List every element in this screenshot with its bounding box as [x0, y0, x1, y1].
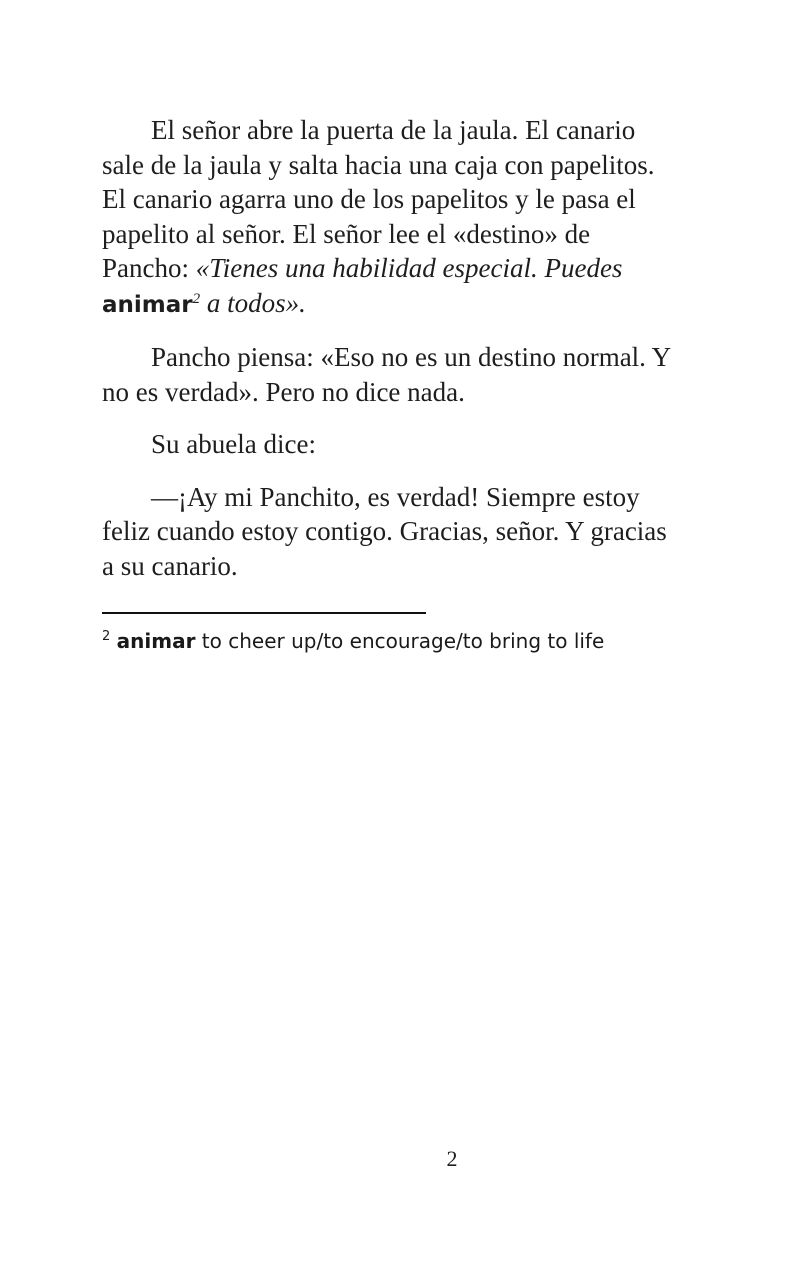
page-number: 2 [446, 1146, 458, 1171]
paragraph-2: Pancho piensa: «Eso no es un destino normal. Y no es verdad». Pero no dice nada. [102, 342, 671, 407]
footnote-definition: to cheer up/to encourage/to bring to life [195, 629, 605, 653]
glossary-term: animar [102, 291, 193, 318]
footnote [102, 627, 742, 655]
paragraph-3: Su abuela dice: [151, 429, 316, 459]
footnote-term: animar [116, 629, 196, 653]
footnote-reference[interactable]: 2 [192, 290, 201, 307]
fortune-quote-start: «Tienes una habilidad especial. Puedes [195, 253, 623, 283]
footnote-divider [102, 612, 426, 614]
paragraph-4: —¡Ay mi Panchito, es verdad! Siempre estoy feliz cuando estoy contigo. Gracias, señor. Y gracias a su canario. [102, 481, 667, 581]
footnote-number: 2 [102, 629, 111, 644]
body-text [102, 113, 682, 583]
fortune-quote-end: a todos». [200, 287, 306, 318]
paragraph-1-text: El señor abre la puerta de la jaula. El canario sale de la jaula y salta hacia una caja con papelitos. El canario agarra uno de los papelitos y le pasa el papelito al señor. El señor lee el «destino» de Pancho: [102, 115, 655, 283]
paragraph-1 [102, 113, 682, 322]
